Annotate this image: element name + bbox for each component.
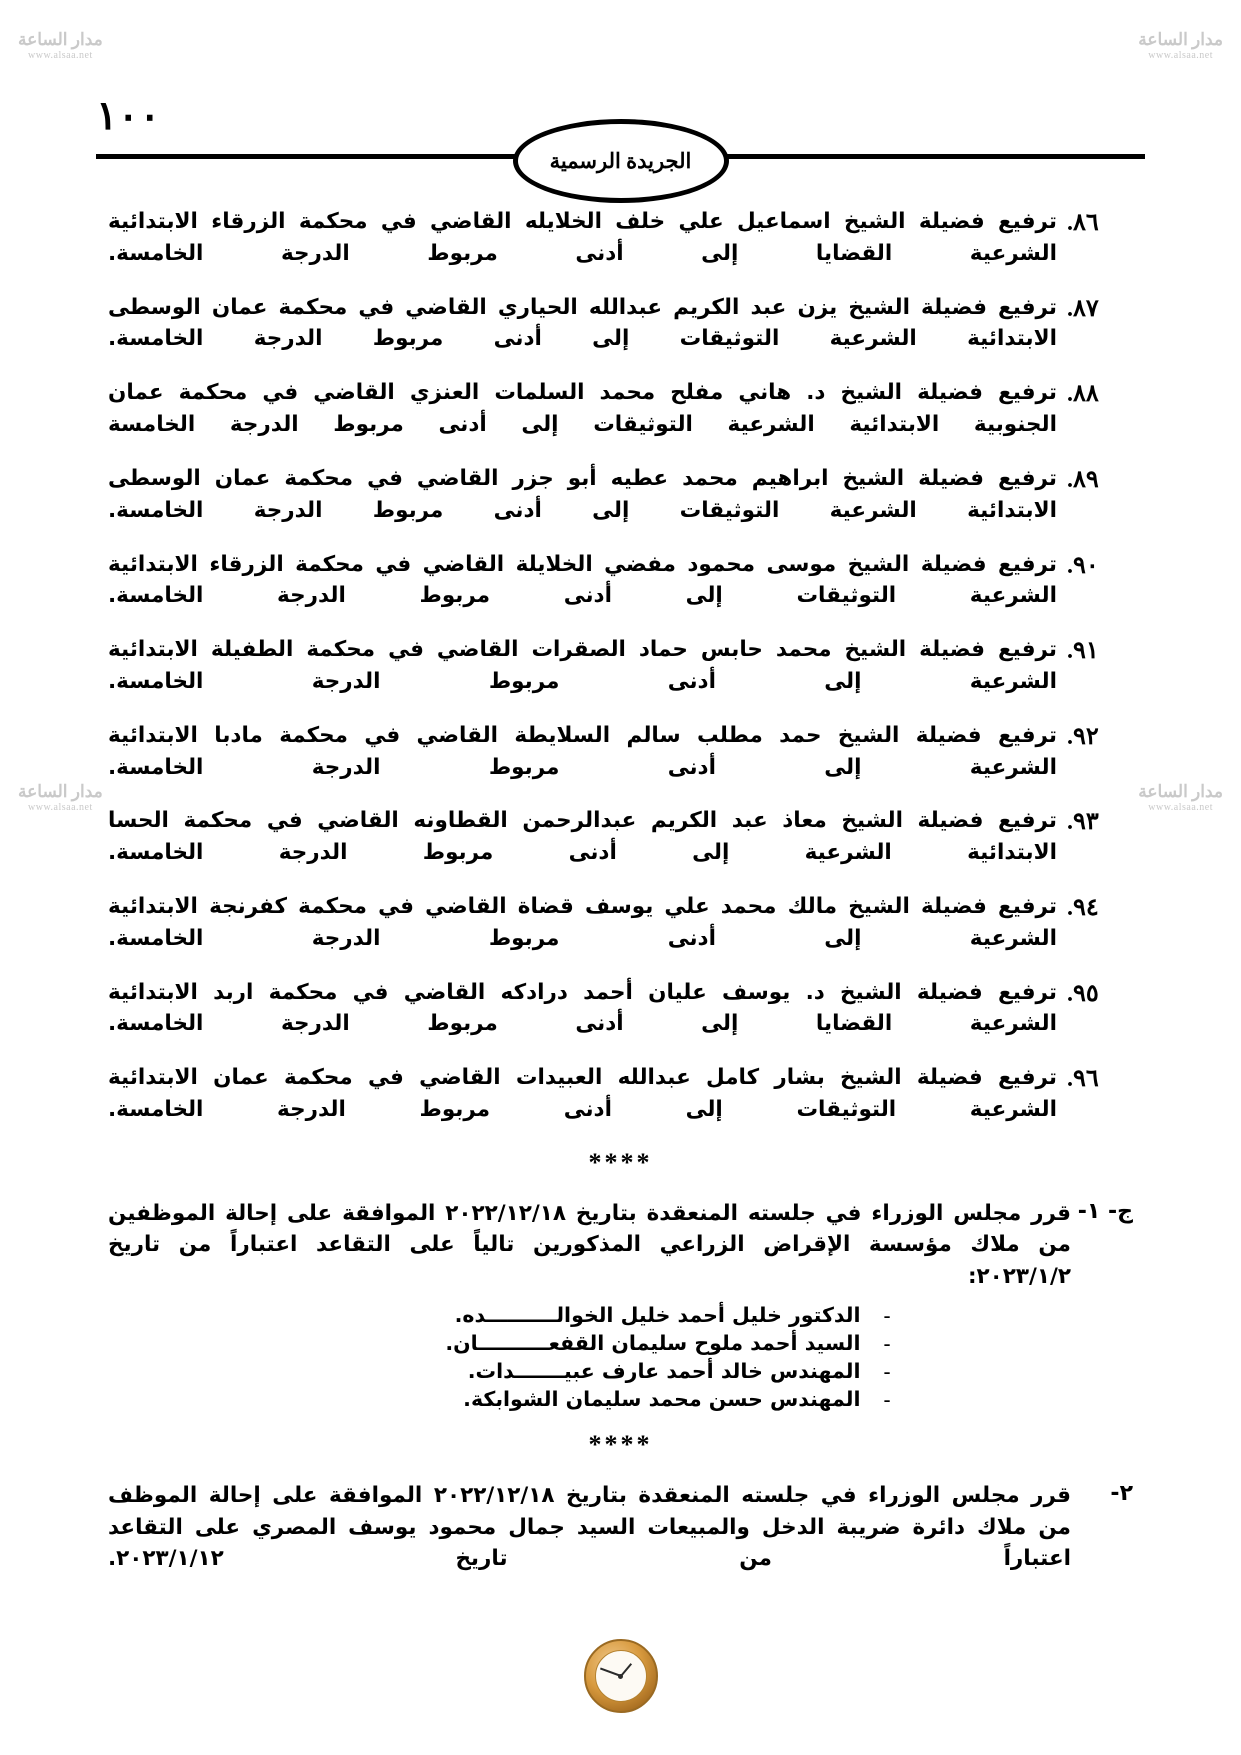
cabinet-decision-2 [108, 1480, 1133, 1574]
decision-text: ترفيع فضيلة الشيخ اسماعيل علي خلف الخلايله القاضي في محكمة الزرقاء الابتدائية الشرعية القضايا إلى أدنى مربوط الدرجة الخامسة. [108, 209, 1057, 266]
list-item [108, 720, 1133, 784]
gazette-title-text: الجريدة الرسمية [549, 148, 692, 173]
watermark-url-text: www.alsaa.net [1148, 49, 1213, 61]
watermark-arabic-text: مدار الساعة [1138, 782, 1223, 801]
watermark-top-right [1138, 30, 1223, 61]
list-item [108, 1062, 1133, 1126]
decision-number: ٩١. [1067, 638, 1099, 665]
retiree-names-list [351, 1302, 891, 1414]
list-item [108, 634, 1133, 698]
decision-text: ترفيع فضيلة الشيخ يزن عبد الكريم عبدالله الحياري القاضي في محكمة عمان الوسطى الابتدائية الشرعية التوثيقات إلى أدنى مربوط الدرجة الخامسة. [108, 294, 1057, 352]
list-item [108, 805, 1133, 869]
watermark-top-left [18, 30, 103, 61]
list-item [108, 377, 1133, 441]
list-item [108, 549, 1133, 613]
list-item [108, 977, 1133, 1041]
decision-text: ترفيع فضيلة الشيخ مالك محمد علي يوسف قضاة القاضي في محكمة كفرنجة الابتدائية الشرعية إلى أدنى مربوط الدرجة الخامسة. [108, 894, 1057, 951]
cabinet-decision-2-text: قرر مجلس الوزراء في جلسته المنعقدة بتاريخ ٢٠٢٢/١٢/١٨ الموافقة على إحالة الموظف من ملاك دائرة ضريبة الدخل والمبيعات السيد جمال محمود يوسف المصري على التقاعد اعتباراً من تاريخ ٢٠٢٣/١/١٢. [108, 1483, 1071, 1571]
list-item [108, 891, 1133, 955]
list-item [108, 206, 1133, 270]
watermark-arabic-text: مدار الساعة [18, 782, 103, 801]
decision-number: ٩٤. [1067, 895, 1099, 921]
gazette-title-badge [513, 119, 729, 203]
cabinet-decision-1 [108, 1198, 1133, 1292]
watermark-url-text: www.alsaa.net [28, 801, 93, 813]
decision-number: ٨٩. [1067, 466, 1099, 493]
decision-text: ترفيع فضيلة الشيخ د. يوسف عليان أحمد درادكه القاضي في محكمة اربد الابتدائية الشرعية القضايا إلى أدنى مربوط الدرجة الخامسة. [108, 979, 1057, 1037]
list-item [351, 1330, 891, 1358]
list-item [108, 463, 1133, 527]
decision-number: ٩٦. [1067, 1066, 1099, 1093]
cabinet-decision-1-text: قرر مجلس الوزراء في جلسته المنعقدة بتاريخ ٢٠٢٢/١٢/١٨ الموافقة على إحالة الموظفين من ملاك مؤسسة الإقراض الزراعي المذكورين تالياً على التقاعد اعتباراً من تاريخ ٢٠٢٣/١/٢: [108, 1200, 1071, 1289]
footer-seal-clock-icon [584, 1639, 658, 1713]
page-header [96, 93, 1145, 186]
list-item [351, 1302, 891, 1330]
decision-text: ترفيع فضيلة الشيخ محمد حابس حماد الصقرات القاضي في محكمة الطفيلة الابتدائية الشرعية إلى أدنى مربوط الدرجة الخامسة. [108, 637, 1057, 694]
section-separator-2: **** [588, 1430, 653, 1460]
bullet-dash-icon: - [883, 1361, 891, 1384]
decision-number: ٩٣. [1067, 809, 1099, 836]
seal-clock-face [584, 1639, 658, 1713]
section-separator: **** [588, 1147, 653, 1177]
watermark-middle-right [1138, 782, 1223, 813]
decision-text: ترفيع فضيلة الشيخ معاذ عبد الكريم عبدالرحمن القطاونه القاضي في محكمة الحسا الابتدائية الشرعية إلى أدنى مربوط الدرجة الخامسة. [108, 808, 1057, 866]
list-item [108, 292, 1133, 356]
retiree-name: المهندس خالد أحمد عارف عبيـــــــدات. [467, 1359, 861, 1384]
decision-text: ترفيع فضيلة الشيخ حمد مطلب سالم السلايطة القاضي في محكمة مادبا الابتدائية الشرعية إلى أدنى مربوط الدرجة الخامسة. [108, 722, 1057, 780]
decision-text: ترفيع فضيلة الشيخ د. هاني مفلح محمد السلمات العنزي القاضي في محكمة عمان الجنوبية الابتدائية الشرعية التوثيقات إلى أدنى مربوط الدرجة الخامسة [108, 380, 1057, 438]
watermark-url-text: www.alsaa.net [28, 49, 93, 61]
bullet-dash-icon: - [883, 1389, 891, 1412]
retiree-name: السيد أحمد ملوح سليمان القفعــــــــــان. [445, 1331, 861, 1356]
bullet-dash-icon: - [883, 1305, 891, 1327]
page-content [108, 206, 1133, 1578]
cabinet-decision-2-marker: ٢- [1110, 1481, 1133, 1507]
watermark-arabic-text: مدار الساعة [1138, 30, 1223, 49]
bullet-dash-icon: - [883, 1333, 891, 1356]
retiree-name: الدكتور خليل أحمد خليل الخوالــــــــــده. [454, 1303, 861, 1327]
promotion-decisions-list [108, 206, 1133, 1126]
watermark-url-text: www.alsaa.net [1148, 801, 1213, 813]
page-number: ١٠٠ [96, 93, 161, 138]
decision-number: ٨٧. [1067, 295, 1099, 322]
decision-text: ترفيع فضيلة الشيخ موسى محمود مفضي الخلايلة القاضي في محكمة الزرقاء الابتدائية الشرعية التوثيقات إلى أدنى مربوط الدرجة الخامسة. [108, 551, 1057, 609]
watermark-arabic-text: مدار الساعة [18, 30, 103, 49]
decision-text: ترفيع فضيلة الشيخ ابراهيم محمد عطيه أبو جزر القاضي في محكمة عمان الوسطى الابتدائية الشرعية التوثيقات إلى أدنى مربوط الدرجة الخامسة. [108, 465, 1057, 523]
decision-number: ٩٢. [1067, 723, 1099, 750]
decision-number: ٨٦. [1067, 210, 1099, 236]
decision-number: ٩٠. [1067, 552, 1099, 579]
retiree-name: المهندس حسن محمد سليمان الشوابكة. [463, 1387, 861, 1412]
decision-number: ٨٨. [1067, 381, 1099, 408]
decision-number: ٩٥. [1067, 980, 1099, 1007]
list-item [351, 1386, 891, 1414]
clock-pivot [618, 1674, 623, 1679]
watermark-middle-left [18, 782, 103, 813]
decision-text: ترفيع فضيلة الشيخ بشار كامل عبدالله العبيدات القاضي في محكمة عمان الابتدائية الشرعية التوثيقات إلى أدنى مربوط الدرجة الخامسة. [108, 1065, 1057, 1123]
list-item [351, 1358, 891, 1386]
cabinet-decision-1-marker: ج- ١- [1077, 1198, 1133, 1224]
